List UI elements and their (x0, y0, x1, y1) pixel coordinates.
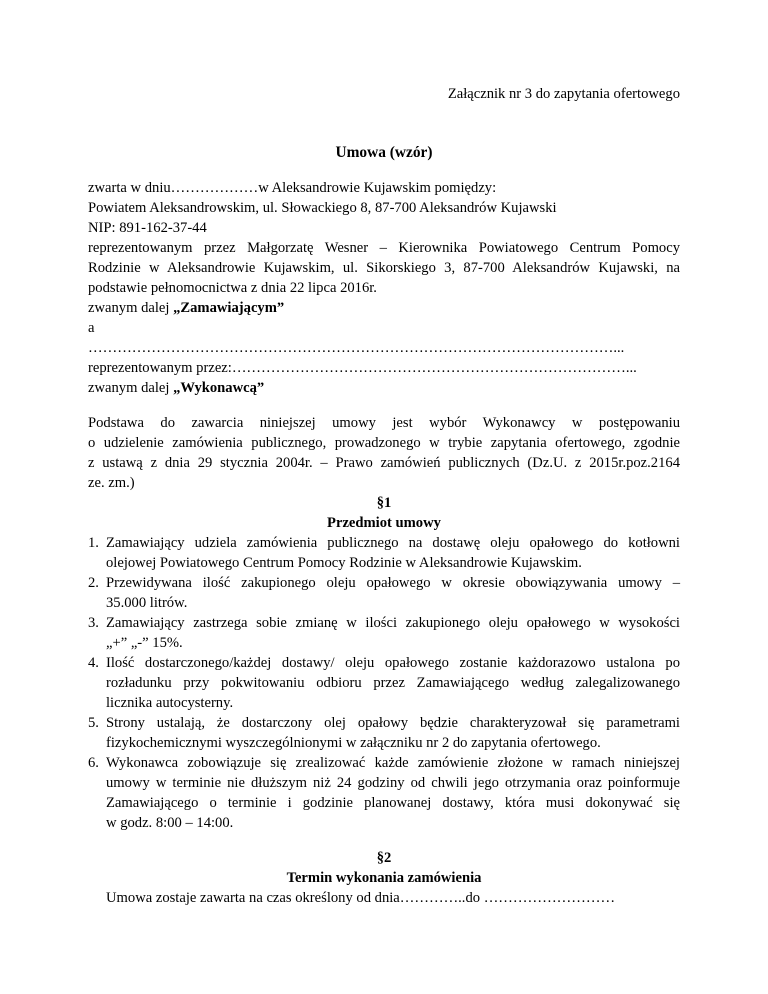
basis-line-1: Podstawa do zawarcia niniejszej umowy jest wybór Wykonawcy w postępowaniu (88, 415, 680, 431)
section-2-number: §2 (376, 850, 392, 866)
conjunction-line: a (88, 320, 95, 336)
list-item-continuation: umowy w terminie nie dłuższym niż 24 godziny od chwili jego otrzymania oraz poinformuje (106, 775, 680, 791)
county-address-line: Powiatem Aleksandrowskim, ul. Słowackiego 8, 87-700 Aleksandrów Kujawski (88, 200, 557, 216)
list-item-number: 3. (88, 615, 99, 631)
document-page (88, 0, 680, 994)
list-item-text: Strony ustalają, że dostarczony olej opałowy będzie charakteryzował się parametrami (106, 715, 680, 731)
list-item-text: Zamawiający zastrzega sobie zmianę w ilości zakupionego oleju opałowego w wysokości (106, 615, 680, 631)
basis-line-4: ze. zm.) (88, 475, 135, 491)
list-item-text: Ilość dostarczonego/każdej dostawy/ oleju opałowego zostanie każdorazowo ustalona po (106, 655, 680, 671)
contractor-line (88, 379, 680, 397)
ordering-party-line (88, 299, 680, 317)
list-item-continuation: licznika autocysterny. (106, 695, 234, 711)
section-2-heading: Termin wykonania zamówienia (286, 870, 482, 886)
contractor-placeholder-line: ………………………………………………………………………………………………... (88, 340, 625, 356)
list-item-continuation: fizykochemicznymi wyszczególnionymi w załączniku nr 2 do zapytania ofertowego. (106, 735, 601, 751)
contractor-name: „Wykonawcą” (173, 380, 265, 396)
list-item (88, 614, 680, 632)
attachment-label: Załącznik nr 3 do zapytania ofertowego (447, 86, 680, 102)
contractor-prefix: zwanym dalej (88, 380, 174, 396)
list-item-number: 6. (88, 755, 99, 771)
basis-line-2: o udzielenie zamówienia publicznego, prowadzonego w trybie zapytania ofertowego, zgodnie (88, 435, 680, 451)
contract-date-line: zwarta w dniu………………w Aleksandrowie Kujawskim pomiędzy: (88, 180, 497, 196)
contractor-representative-line: reprezentowanym przez:………………………………………………………………………... (88, 360, 637, 376)
list-item-continuation: olejowej Powiatowego Centrum Pomocy Rodzinie w Aleksandrowie Kujawskim. (106, 555, 582, 571)
list-item-continuation: 35.000 litrów. (106, 595, 188, 611)
nip-line: NIP: 891-162-37-44 (88, 220, 207, 236)
list-item-number: 4. (88, 655, 99, 671)
list-item (88, 534, 680, 552)
ordering-party-name: „Zamawiającym” (173, 300, 285, 316)
list-item-number: 5. (88, 715, 99, 731)
list-item (88, 754, 680, 772)
list-item-continuation: w godz. 8:00 – 14:00. (106, 815, 234, 831)
document-title: Umowa (wzór) (335, 144, 433, 161)
list-item-continuation: rozładunku przy pokwitowaniu odbioru przez Zamawiającego według zalegalizowanego (106, 675, 680, 691)
list-item-continuation: „+” „-” 15%. (106, 635, 183, 651)
representative-line-3: podstawie pełnomocnictwa z dnia 22 lipca 2016r. (88, 280, 377, 296)
section-1-heading: Przedmiot umowy (327, 515, 441, 531)
list-item-continuation: Zamawiającego o terminie i godzinie planowanej dostawy, która musi dokonywać się (106, 795, 680, 811)
representative-line-2: Rodzinie w Aleksandrowie Kujawskim, ul. Sikorskiego 3, 87-700 Aleksandrów Kujawski, na (88, 260, 680, 276)
list-item (88, 574, 680, 592)
list-item-text: Wykonawca zobowiązuje się zrealizować każde zamówienie złożone w ramach niniejszej (106, 755, 680, 771)
list-item-number: 1. (88, 535, 99, 551)
list-item-text: Przewidywana ilość zakupionego oleju opałowego w okresie obowiązywania umowy – (106, 575, 680, 591)
ordering-party-prefix: zwanym dalej (88, 300, 174, 316)
list-item (88, 714, 680, 732)
term-line: Umowa zostaje zawarta na czas określony od dnia…………..do ……………………… (106, 890, 616, 906)
list-item-number: 2. (88, 575, 99, 591)
section-1-number: §1 (376, 495, 392, 511)
representative-line-1: reprezentowanym przez Małgorzatę Wesner – Kierownika Powiatowego Centrum Pomocy (88, 240, 680, 256)
list-item (88, 654, 680, 672)
basis-line-3: z ustawą z dnia 29 stycznia 2004r. – Prawo zamówień publicznych (Dz.U. z 2015r.poz.2164 (88, 455, 680, 471)
list-item-text: Zamawiający udziela zamówienia publicznego na dostawę oleju opałowego do kotłowni (106, 535, 680, 551)
